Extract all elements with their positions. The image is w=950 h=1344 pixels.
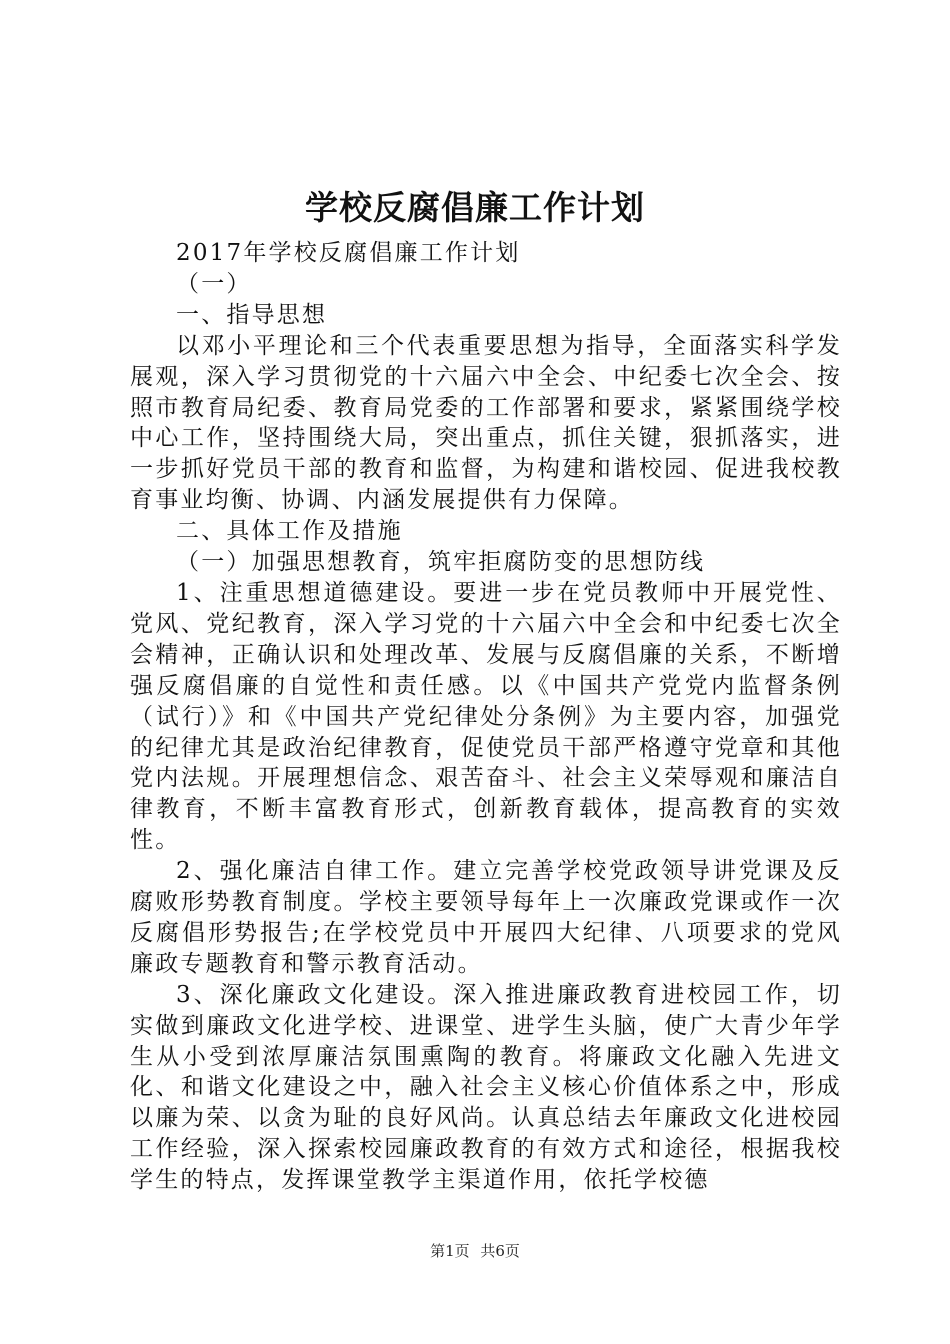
paragraph-part-number: （一） bbox=[176, 270, 252, 297]
document-body bbox=[130, 238, 842, 1196]
paragraph-guiding-ideology: 以邓小平理论和三个代表重要思想为指导，全面落实科学发展观，深入学习贯彻党的十六届六中全会、中纪委七次全会、按照市教育局纪委、教育局党委的工作部署和要求，紧紧围绕学校中心工作，坚持围绕大局，突出重点，抓住关键，狠抓落实，进一步抓好党员干部的教育和监督，为构建和谐校园、促进我校教育事业均衡、协调、内涵发展提供有力保障。 bbox=[130, 332, 842, 514]
subsection-heading-ideological-education: （一）加强思想教育，筑牢拒腐防变的思想防线 bbox=[176, 549, 706, 576]
paragraph-item-3: 3、深化廉政文化建设。深入推进廉政教育进校园工作，切实做到廉政文化进学校、进课堂、进学生头脑，使广大青少年学生从小受到浓厚廉洁氛围熏陶的教育。将廉政文化融入先进文化、和谐文化建设之中，融入社会主义核心价值体系之中，形成以廉为荣、以贪为耻的良好风尚。认真总结去年廉政文化进校园工作经验，深入探索校园廉政教育的有效方式和途径，根据我校学生的特点，发挥课堂教学主渠道作用，依托学校德 bbox=[130, 981, 842, 1194]
paragraph-item-1: 1、注重思想道德建设。要进一步在党员教师中开展党性、党风、党纪教育，深入学习党的十六届六中全会和中纪委七次全会精神，正确认识和处理改革、发展与反腐倡廉的关系，不断增强反腐倡廉的自觉性和责任感。以《中国共产党党内监督条例（试行）》和《中国共产党纪律处分条例》为主要内容，加强党的纪律尤其是政治纪律教育，促使党员干部严格遵守党章和其他党内法规。开展理想信念、艰苦奋斗、社会主义荣辱观和廉洁自律教育，不断丰富教育形式，创新教育载体，提高教育的实效性。 bbox=[130, 579, 842, 854]
page-number: 第1页 bbox=[430, 1242, 470, 1260]
paragraph-plan-heading: 2017年学校反腐倡廉工作计划 bbox=[176, 240, 521, 266]
section-heading-specific-work: 二、具体工作及措施 bbox=[176, 518, 403, 545]
section-heading-guiding-ideology: 一、指导思想 bbox=[176, 301, 328, 328]
page-footer bbox=[0, 1241, 950, 1261]
document-title: 学校反腐倡廉工作计划 bbox=[305, 188, 645, 227]
page-total: 共6页 bbox=[480, 1242, 520, 1260]
paragraph-item-2: 2、强化廉洁自律工作。建立完善学校党政领导讲党课及反腐败形势教育制度。学校主要领导每年上一次廉政党课或作一次反腐倡形势报告;在学校党员中开展四大纪律、八项要求的党风廉政专题教育和警示教育活动。 bbox=[130, 858, 842, 977]
